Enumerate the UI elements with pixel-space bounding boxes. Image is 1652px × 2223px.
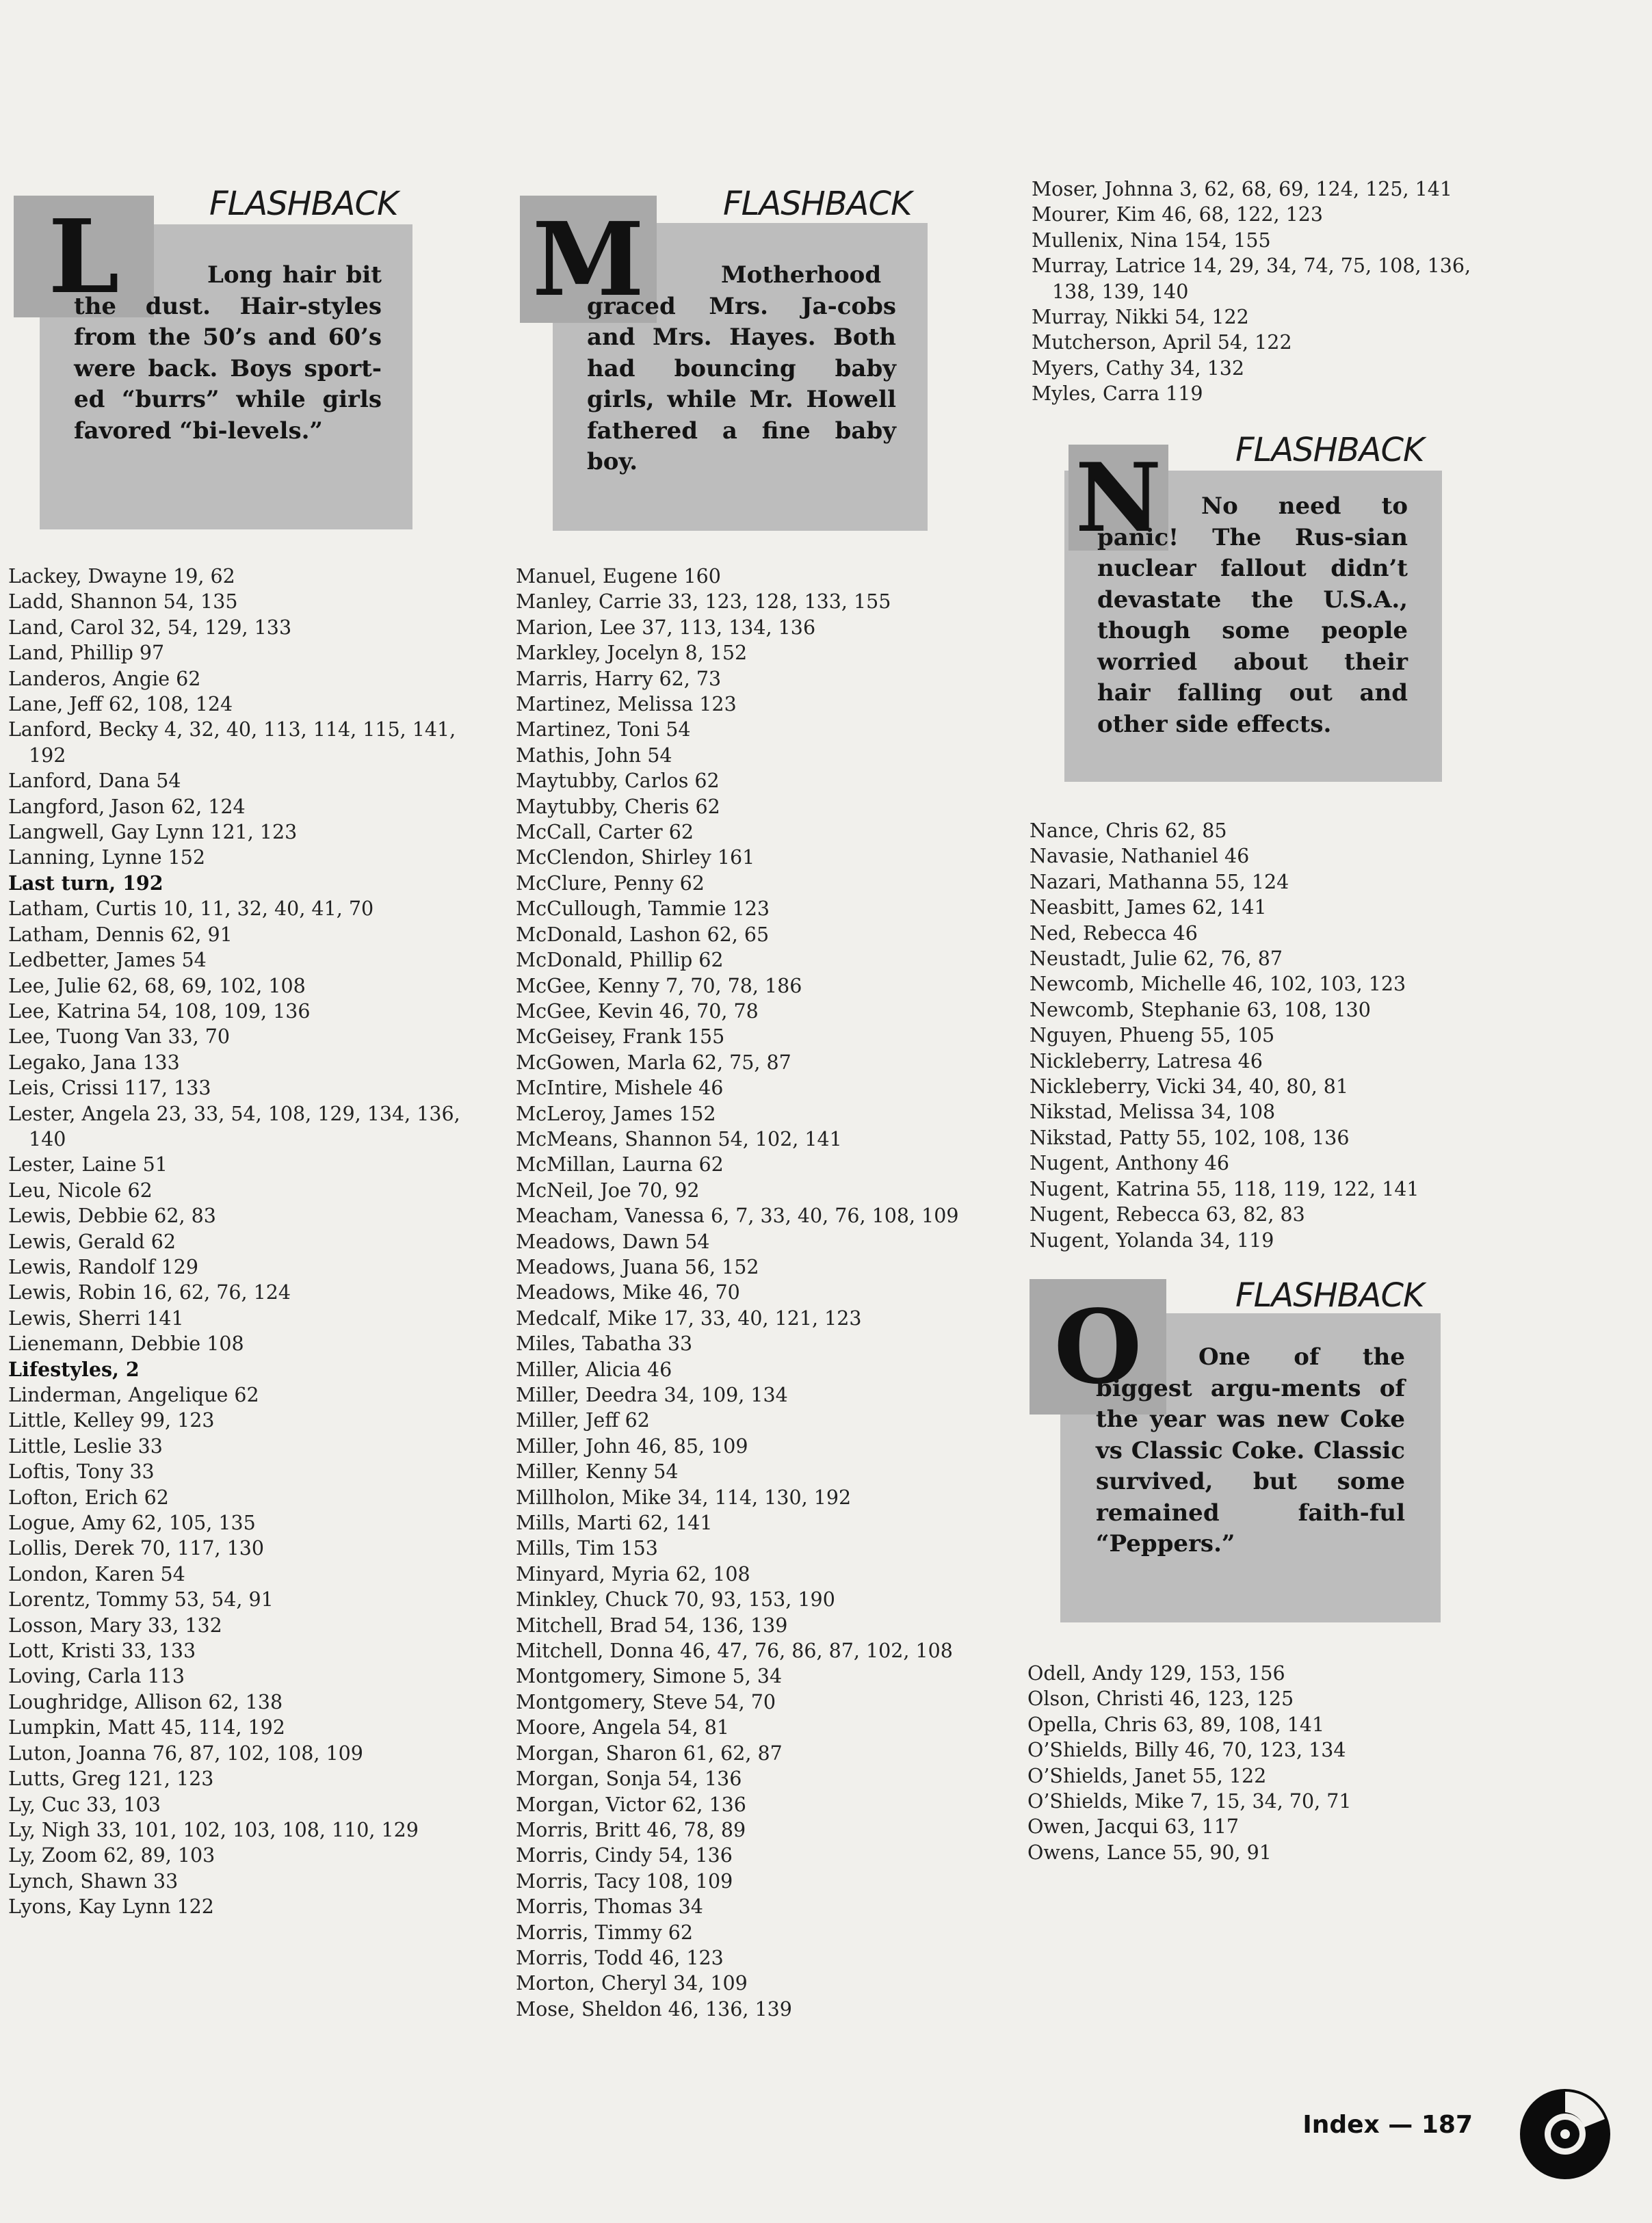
- index-entry: Lienemann, Debbie 108: [8, 1332, 244, 1356]
- index-entry: Myles, Carra 119: [1032, 382, 1203, 406]
- index-entry: McCall, Carter 62: [516, 821, 694, 844]
- index-entry: Lewis, Randolf 129: [8, 1255, 199, 1278]
- index-entry: Logue, Amy 62, 105, 135: [8, 1512, 256, 1535]
- index-entry: Ly, Zoom 62, 89, 103: [8, 1844, 215, 1867]
- index-entry: Morgan, Sonja 54, 136: [516, 1767, 742, 1791]
- index-entry: Morris, Cindy 54, 136: [516, 1844, 733, 1867]
- index-entry: Owen, Jacqui 63, 117: [1027, 1815, 1240, 1839]
- index-entry: Last turn, 192: [8, 871, 163, 895]
- index-entry: London, Karen 54: [8, 1562, 185, 1586]
- index-entry: Mathis, John 54: [516, 744, 672, 767]
- index-entry: McGowen, Marla 62, 75, 87: [516, 1051, 791, 1074]
- index-entry: Minkley, Chuck 70, 93, 153, 190: [516, 1588, 835, 1612]
- flashback-letter: N: [1075, 441, 1162, 553]
- index-entry: McIntire, Mishele 46: [516, 1077, 724, 1100]
- index-entry: Opella, Chris 63, 89, 108, 141: [1027, 1713, 1325, 1736]
- index-entry: Lane, Jeff 62, 108, 124: [8, 693, 233, 716]
- index-entry: Langford, Jason 62, 124: [8, 795, 246, 818]
- index-entry: O’Shields, Mike 7, 15, 34, 70, 71: [1027, 1790, 1352, 1813]
- flashback-text: Motherhood graced Mrs. Ja-cobs and Mrs. Hayes. Both had bouncing baby girls, while Mr. Howell fathered a fine baby boy.: [587, 261, 896, 475]
- index-entry: Lester, Laine 51: [8, 1153, 168, 1176]
- index-entry: McMillan, Laurna 62: [516, 1153, 724, 1176]
- index-entry: Navasie, Nathaniel 46: [1030, 845, 1250, 868]
- index-entry: Losson, Mary 33, 132: [8, 1614, 222, 1637]
- index-entry: McMeans, Shannon 54, 102, 141: [516, 1127, 842, 1150]
- index-entry: Moser, Johnna 3, 62, 68, 69, 124, 125, 141: [1032, 178, 1452, 200]
- flashback-text: No need to panic! The Rus-sian nuclear fallout didn’t devastate the U.S.A., though some people worried about their hair falling out and other side effects.: [1097, 492, 1408, 738]
- index-entry: Lofton, Erich 62: [8, 1486, 169, 1509]
- index-entry: Myers, Cathy 34, 132: [1032, 356, 1245, 380]
- index-entry: Meadows, Mike 46, 70: [516, 1281, 740, 1304]
- flashback-letter: O: [1053, 1287, 1142, 1406]
- index-entry: McDonald, Lashon 62, 65: [516, 923, 770, 946]
- index-entry: Lollis, Derek 70, 117, 130: [8, 1537, 265, 1560]
- index-entry: Minyard, Myria 62, 108: [516, 1562, 750, 1586]
- index-entry: Miles, Tabatha 33: [516, 1332, 693, 1356]
- index-entry: Lackey, Dwayne 19, 62: [8, 565, 235, 588]
- index-entry: Ladd, Shannon 54, 135: [8, 590, 238, 614]
- index-entry: Ly, Cuc 33, 103: [8, 1793, 161, 1816]
- index-entry: Linderman, Angelique 62: [8, 1384, 259, 1406]
- index-entry: Miller, Alicia 46: [516, 1358, 672, 1381]
- index-entry: Nugent, Anthony 46: [1030, 1152, 1230, 1175]
- index-entry: Latham, Curtis 10, 11, 32, 40, 41, 70: [8, 897, 374, 921]
- index-entry: Lewis, Sherri 141: [8, 1306, 184, 1330]
- index-entry: Marion, Lee 37, 113, 134, 136: [516, 616, 816, 639]
- index-entry: Manley, Carrie 33, 123, 128, 133, 155: [516, 590, 891, 614]
- index-entry: Nikstad, Melissa 34, 108: [1030, 1101, 1276, 1124]
- index-entry: Morton, Cheryl 34, 109: [516, 1972, 748, 1995]
- flashback-letter: L: [48, 197, 120, 316]
- index-entry: Millholon, Mike 34, 114, 130, 192: [516, 1486, 852, 1509]
- record-disc-icon: [1519, 2088, 1612, 2181]
- index-entry: Nikstad, Patty 55, 102, 108, 136: [1030, 1126, 1350, 1149]
- index-entry: 192: [29, 744, 66, 767]
- index-entry: Lanford, Becky 4, 32, 40, 113, 114, 115, 141,: [8, 718, 456, 741]
- index-entry: Lyons, Kay Lynn 122: [8, 1895, 214, 1919]
- index-entry: Mills, Tim 153: [516, 1537, 658, 1560]
- index-entry: Lott, Kristi 33, 133: [8, 1640, 196, 1663]
- index-entry: Lorentz, Tommy 53, 54, 91: [8, 1588, 274, 1612]
- index-entry: McClendon, Shirley 161: [516, 846, 755, 869]
- index-entry: Martinez, Melissa 123: [516, 693, 737, 716]
- flashback-title: FLASHBACK: [209, 185, 398, 223]
- index-entry: Markley, Jocelyn 8, 152: [516, 642, 748, 665]
- index-entry: Lanford, Dana 54: [8, 770, 181, 793]
- index-entry: Legako, Jana 133: [8, 1051, 180, 1074]
- index-entry: Ledbetter, James 54: [8, 949, 207, 972]
- index-entry: Lewis, Robin 16, 62, 76, 124: [8, 1281, 291, 1304]
- index-entry: Morris, Todd 46, 123: [516, 1946, 724, 1969]
- index-entry: Manuel, Eugene 160: [516, 565, 721, 588]
- index-entry: Nickleberry, Vicki 34, 40, 80, 81: [1030, 1075, 1349, 1099]
- index-entry: Mitchell, Brad 54, 136, 139: [516, 1614, 788, 1637]
- index-entry: Marris, Harry 62, 73: [516, 667, 722, 690]
- index-entry: Luton, Joanna 76, 87, 102, 108, 109: [8, 1741, 363, 1765]
- index-entry: Olson, Christi 46, 123, 125: [1027, 1687, 1294, 1711]
- index-entry: Montgomery, Steve 54, 70: [516, 1690, 776, 1713]
- index-list-l: [8, 564, 460, 1920]
- index-entry: Maytubby, Cheris 62: [516, 795, 720, 818]
- index-entry: Mourer, Kim 46, 68, 122, 123: [1032, 203, 1323, 226]
- index-entry: McGee, Kevin 46, 70, 78: [516, 999, 759, 1023]
- index-entry: Leu, Nicole 62: [8, 1179, 153, 1202]
- index-entry: Odell, Andy 129, 153, 156: [1027, 1662, 1285, 1685]
- index-entry: Owens, Lance 55, 90, 91: [1027, 1841, 1272, 1864]
- index-entry: 140: [29, 1127, 66, 1150]
- index-entry: McClure, Penny 62: [516, 871, 705, 895]
- index-entry: Miller, Jeff 62: [516, 1409, 650, 1432]
- index-entry: Lee, Katrina 54, 108, 109, 136: [8, 999, 311, 1023]
- index-entry: Maytubby, Carlos 62: [516, 770, 720, 793]
- index-entry: Land, Phillip 97: [8, 642, 165, 665]
- index-entry: Nugent, Yolanda 34, 119: [1030, 1228, 1274, 1252]
- index-entry: Neasbitt, James 62, 141: [1030, 896, 1267, 919]
- index-entry: Miller, Deedra 34, 109, 134: [516, 1384, 788, 1406]
- index-entry: Leis, Crissi 117, 133: [8, 1077, 211, 1100]
- index-entry: Ned, Rebecca 46: [1030, 921, 1198, 945]
- flashback-title: FLASHBACK: [723, 185, 912, 223]
- index-entry: Landeros, Angie 62: [8, 667, 201, 690]
- index-entry: Meadows, Dawn 54: [516, 1230, 710, 1253]
- flashback-title: FLASHBACK: [1235, 431, 1424, 469]
- index-entry: Loughridge, Allison 62, 138: [8, 1690, 283, 1713]
- index-entry: Latham, Dennis 62, 91: [8, 923, 233, 946]
- index-entry: McDonald, Phillip 62: [516, 949, 724, 972]
- index-entry: Morris, Tacy 108, 109: [516, 1869, 733, 1893]
- index-entry: Murray, Nikki 54, 122: [1032, 306, 1249, 329]
- index-entry: Nazari, Mathanna 55, 124: [1030, 870, 1289, 893]
- index-entry: Nickleberry, Latresa 46: [1030, 1049, 1263, 1073]
- index-entry: Lee, Tuong Van 33, 70: [8, 1025, 230, 1049]
- index-entry: Morgan, Victor 62, 136: [516, 1793, 746, 1816]
- index-list-o: [1027, 1661, 1352, 1865]
- index-entry: Ly, Nigh 33, 101, 102, 103, 108, 110, 129: [8, 1818, 419, 1841]
- index-entry: Mills, Marti 62, 141: [516, 1512, 713, 1535]
- index-entry: McLeroy, James 152: [516, 1102, 716, 1125]
- index-entry: Murray, Latrice 14, 29, 34, 74, 75, 108, 136,: [1032, 254, 1471, 278]
- index-list-m-continued: [1032, 176, 1471, 407]
- index-entry: Nugent, Rebecca 63, 82, 83: [1030, 1203, 1305, 1226]
- index-entry: Mullenix, Nina 154, 155: [1032, 228, 1271, 252]
- index-list-n: [1030, 818, 1419, 1253]
- index-entry: Medcalf, Mike 17, 33, 40, 121, 123: [516, 1306, 862, 1330]
- index-entry: O’Shields, Billy 46, 70, 123, 134: [1027, 1739, 1346, 1762]
- index-entry: 138, 139, 140: [1052, 280, 1189, 303]
- flashback-title: FLASHBACK: [1235, 1276, 1424, 1315]
- index-entry: Mitchell, Donna 46, 47, 76, 86, 87, 102, 108: [516, 1640, 953, 1663]
- index-entry: Lutts, Greg 121, 123: [8, 1767, 214, 1791]
- flashback-letter: M: [532, 200, 644, 319]
- index-entry: Nguyen, Phueng 55, 105: [1030, 1024, 1275, 1047]
- index-entry: Land, Carol 32, 54, 129, 133: [8, 616, 292, 639]
- index-entry: Morgan, Sharon 61, 62, 87: [516, 1741, 783, 1765]
- index-entry: McGee, Kenny 7, 70, 78, 186: [516, 974, 802, 997]
- index-entry: McGeisey, Frank 155: [516, 1025, 725, 1049]
- index-entry: Lewis, Debbie 62, 83: [8, 1205, 216, 1228]
- page-number: Index — 187: [1302, 2111, 1473, 2139]
- index-entry: Lynch, Shawn 33: [8, 1869, 179, 1893]
- index-entry: McNeil, Joe 70, 92: [516, 1179, 700, 1202]
- index-entry: Morris, Thomas 34: [516, 1895, 703, 1919]
- index-entry: Loftis, Tony 33: [8, 1460, 155, 1484]
- index-entry: McCullough, Tammie 123: [516, 897, 770, 921]
- index-entry: Nance, Chris 62, 85: [1030, 819, 1227, 842]
- index-entry: Nugent, Katrina 55, 118, 119, 122, 141: [1030, 1177, 1419, 1200]
- index-entry: Meadows, Juana 56, 152: [516, 1255, 759, 1278]
- index-entry: Moore, Angela 54, 81: [516, 1716, 729, 1739]
- index-entry: Lester, Angela 23, 33, 54, 108, 129, 134, 136,: [8, 1102, 460, 1125]
- index-entry: Lewis, Gerald 62: [8, 1230, 176, 1253]
- index-entry: Lumpkin, Matt 45, 114, 192: [8, 1716, 285, 1739]
- index-entry: Mutcherson, April 54, 122: [1032, 331, 1292, 354]
- index-entry: Lifestyles, 2: [8, 1357, 140, 1381]
- index-list-m: [516, 564, 959, 2022]
- index-entry: Newcomb, Stephanie 63, 108, 130: [1030, 998, 1371, 1021]
- index-entry: Lee, Julie 62, 68, 69, 102, 108: [8, 974, 306, 997]
- index-entry: Miller, John 46, 85, 109: [516, 1434, 748, 1458]
- index-entry: Newcomb, Michelle 46, 102, 103, 123: [1030, 973, 1406, 996]
- index-entry: Loving, Carla 113: [8, 1665, 185, 1688]
- index-entry: Morris, Timmy 62: [516, 1921, 694, 1944]
- index-entry: Mose, Sheldon 46, 136, 139: [516, 1997, 792, 2021]
- index-entry: Montgomery, Simone 5, 34: [516, 1665, 783, 1688]
- index-entry: Meacham, Vanessa 6, 7, 33, 40, 76, 108, 109: [516, 1205, 959, 1228]
- index-entry: Morris, Britt 46, 78, 89: [516, 1818, 746, 1841]
- index-entry: O’Shields, Janet 55, 122: [1027, 1764, 1267, 1787]
- flashback-text: Long hair bit the dust. Hair-styles from the 50’s and 60’s were back. Boys sport-ed “burrs” while girls favored “bi-levels.”: [74, 261, 382, 445]
- index-entry: Lanning, Lynne 152: [8, 846, 206, 869]
- index-entry: Miller, Kenny 54: [516, 1460, 679, 1484]
- index-entry: Little, Kelley 99, 123: [8, 1409, 215, 1432]
- index-entry: Martinez, Toni 54: [516, 718, 691, 741]
- index-entry: Langwell, Gay Lynn 121, 123: [8, 821, 298, 844]
- index-entry: Little, Leslie 33: [8, 1434, 163, 1458]
- index-entry: Neustadt, Julie 62, 76, 87: [1030, 947, 1283, 971]
- flashback-text: One of the biggest argu-ments of the year was new Coke vs Classic Coke. Classic survived, but some remained faith-ful “Peppers.”: [1096, 1343, 1405, 1557]
